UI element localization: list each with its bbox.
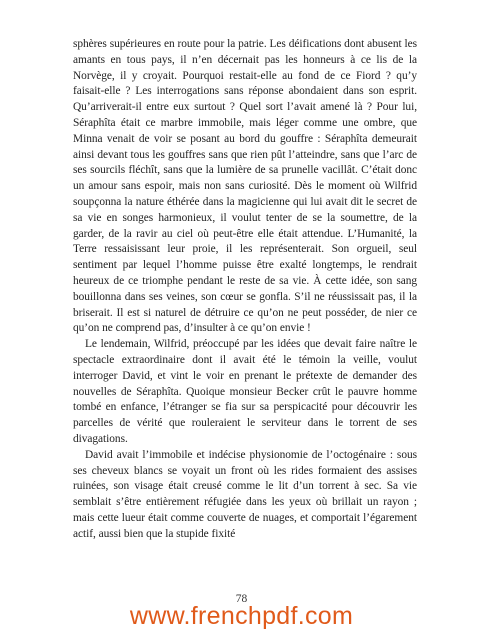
page-body — [73, 37, 417, 543]
watermark-text: www.frenchpdf.com — [129, 602, 354, 630]
paragraph: Le lendemain, Wilfrid, préoccupé par les idées que devait faire naître le spectacle extraordinaire dont il avait été le témoin la veille, voulut interroger David, et vint le voir en prenant le prétexte de demander des nouvelles de Séraphîta. Quoique monsieur Becker crût le pauvre homme tombé en enfance, l’étranger se fia sur sa perspicacité pour découvrir les parcelles de vérité que rouleraient le serviteur dans le torrent de ses divagations. — [73, 338, 417, 445]
paragraph: David avait l’immobile et indécise physionomie de l’octogénaire : sous ses cheveux blancs se voyait un front où les rides formaient des assises ruinées, son visage était creusé comme le lit d’un torrent à sec. Sa vie semblait s’être entièrement réfugiée dans les yeux où brillait un rayon ; mais cette lueur était comme couverte de nuages, et comportait l’égarement actif, aussi bien que la stupide fixité — [73, 448, 417, 540]
page-number: 78 — [235, 593, 248, 605]
paragraph: sphères supérieures en route pour la patrie. Les déifications dont abusent les amants en tous pays, il n’en décernait pas les honneurs à ce lis de la Norvège, il y croyait. Pourquoi restait-elle au fond de ce Fiord ? qu’y faisait-elle ? Les interrogations sans réponse abondaient dans son esprit. Qu’arriverait-il entre eux surtout ? Quel sort l’avait amené là ? Pour lui, Séraphîta était ce marbre immobile, mais léger comme une ombre, que Minna venait de voir se posant au bord du gouffre : Séraphîta demeurait ainsi devant tous les gouffres sans que rien pût l’atteindre, sans que l’arc de ses sourcils fléchît, sans que la lumière de sa prunelle vacillât. C’était donc un amour sans espoir, mais non sans curiosité. Dès le moment où Wilfrid soupçonna la nature éthérée dans la magicienne qui lui avait dit le secret de sa vie en songes harmonieux, il voulut tenter de se la soumettre, de la garder, de la ravir au ciel où peut-être elle était attendue. L’Humanité, la Terre ressaisissant leur proie, il les représenterait. Son orgueil, seul sentiment par lequel l’homme puisse être exalté longtemps, le rendrait heureux de ce triomphe pendant le reste de sa vie. À cette idée, son sang bouillonna dans ses veines, son cœur se gonfla. S’il ne réussissait pas, il la briserait. Il est si naturel de détruire ce qu’on ne peut posséder, de nier ce qu’on ne comprend pas, d’insulter à ce qu’on envie ! — [73, 38, 417, 335]
